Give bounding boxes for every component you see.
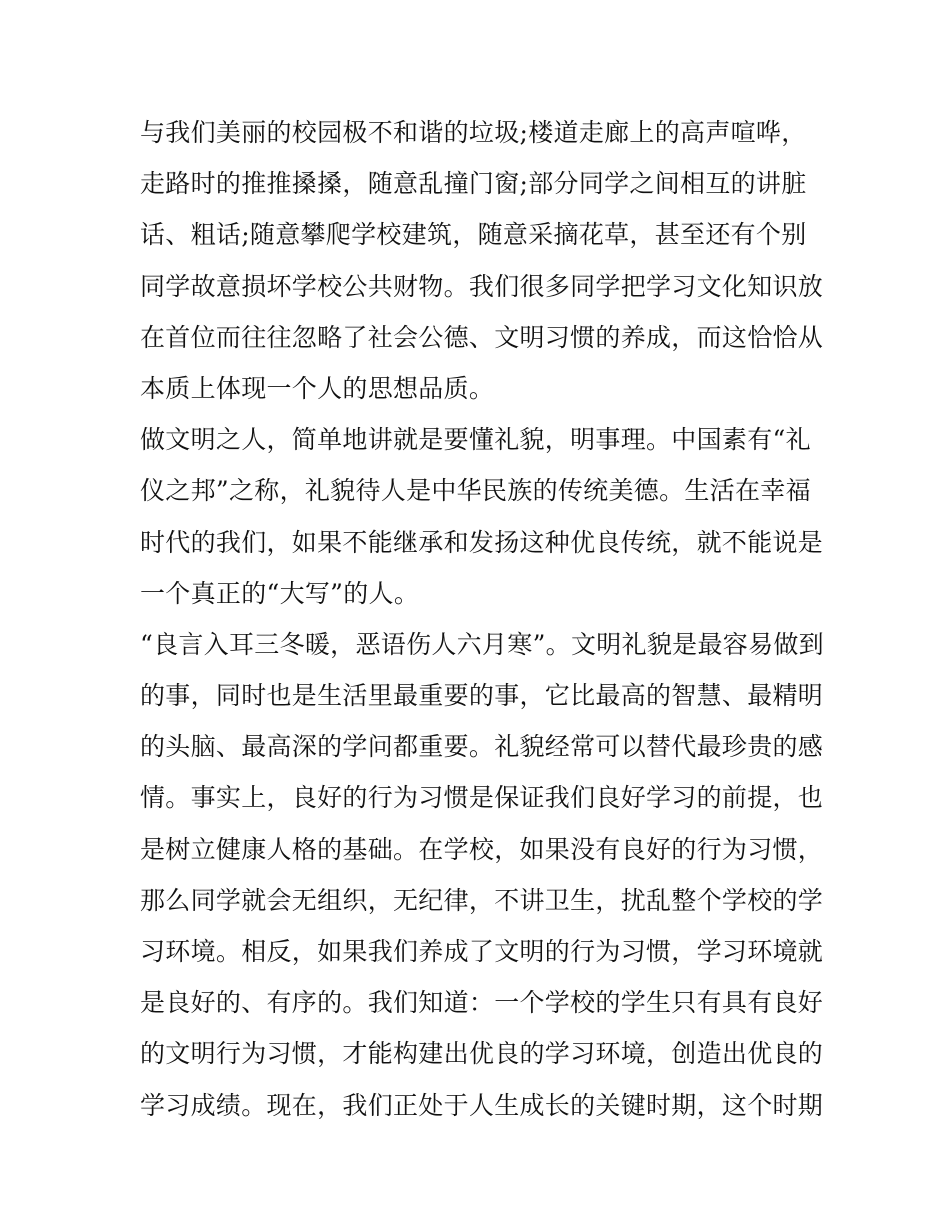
- text-line: 习环境。相反，如果我们养成了文明的行为习惯，学习环境就: [140, 937, 824, 966]
- body-text: [140, 107, 824, 1131]
- text-line: 话、粗话;随意攀爬学校建筑，随意采摘花草，甚至还有个别: [140, 220, 807, 250]
- text-line: 一个真正的“大写”的人。: [140, 578, 420, 608]
- text-line: 与我们美丽的校园极不和谐的垃圾;楼道走廊上的高声喧哗，: [140, 118, 807, 147]
- text-line: 同学故意损坏学校公共财物。我们很多同学把学习文化知识放: [140, 271, 824, 301]
- text-line: 情。事实上，良好的行为习惯是保证我们良好学习的前提，也: [140, 783, 824, 813]
- text-line: 学习成绩。现在，我们正处于人生成长的关键时期，这个时期: [140, 1090, 824, 1120]
- text-line: 的事，同时也是生活里最重要的事，它比最高的智慧、最精明: [140, 681, 824, 711]
- text-line: “良言入耳三冬暖，恶语伤人六月寒”。文明礼貌是最容易做到: [140, 629, 824, 659]
- text-line: 做文明之人，简单地讲就是要懂礼貌，明事理。中国素有“礼: [140, 425, 811, 455]
- text-line: 是树立健康人格的基础。在学校，如果没有良好的行为习惯，: [140, 834, 824, 864]
- text-line: 是良好的、有序的。我们知道：一个学校的学生只有具有良好: [140, 988, 824, 1018]
- text-line: 本质上体现一个人的思想品质。: [140, 373, 495, 403]
- text-line: 仪之邦”之称，礼貌待人是中华民族的传统美德。生活在幸福: [140, 476, 811, 506]
- text-line: 那么同学就会无组织，无纪律，不讲卫生，扰乱整个学校的学: [140, 885, 824, 915]
- text-line: 在首位而往往忽略了社会公德、文明习惯的养成，而这恰恰从: [140, 322, 824, 352]
- text-line: 的文明行为习惯，才能构建出优良的学习环境，创造出优良的: [140, 1039, 824, 1069]
- text-line: 时代的我们，如果不能继承和发扬这种优良传统，就不能说是: [140, 527, 824, 557]
- text-line: 走路时的推推搡搡，随意乱撞门窗;部分同学之间相互的讲脏: [140, 169, 807, 199]
- text-line: 的头脑、最高深的学问都重要。礼貌经常可以替代最珍贵的感: [140, 732, 824, 762]
